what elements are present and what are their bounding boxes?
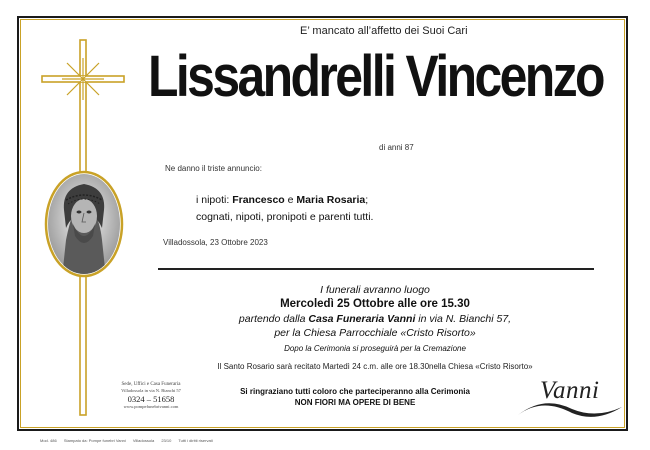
funeral-details <box>150 283 600 356</box>
vanni-logo-text: Vanni <box>540 377 600 404</box>
thanks-line-1: Si ringraziano tutti coloro che parteciperanno alla Cerimonia <box>240 387 470 396</box>
thanks-note <box>220 386 490 408</box>
relatives-line-2: cognati, nipoti, pronipoti e parenti tutti. <box>196 211 374 223</box>
funeral-line-1: I funerali avranno luogo <box>320 284 430 296</box>
footer <box>40 438 219 443</box>
agency-address: Villadossola in via N. Bianchi 57 <box>121 388 181 393</box>
funeral-line-5: Dopo la Cerimonia si proseguirà per la Cremazione <box>284 344 466 353</box>
funeral-line-4: per la Chiesa Parrocchiale «Cristo Risorto» <box>274 327 476 339</box>
deceased-name: Lissandrelli Vincenzo <box>148 44 603 109</box>
footer-item: Mod. 486 <box>40 438 57 443</box>
deceased-age: di anni 87 <box>379 143 414 152</box>
announcement-lead: Ne danno il triste annuncio: <box>165 164 262 173</box>
relatives-line-1: i nipoti: Francesco e Maria Rosaria; <box>196 194 369 206</box>
agency-line-1: Sede, Uffici e Casa Funeraria <box>121 382 181 387</box>
agency-phone: 0324 – 51658 <box>127 394 175 404</box>
footer-item: 23/10 <box>161 438 172 443</box>
footer-item: Stampato da: Pompe funebri Vanni <box>63 438 126 443</box>
funeral-line-3: partendo dalla Casa Funeraria Vanni in via N. Bianchi 57, <box>238 313 512 325</box>
intro-text: E’ mancato all’affetto dei Suoi Cari <box>300 25 468 37</box>
christ-portrait-icon <box>44 170 124 278</box>
divider <box>158 268 594 270</box>
relative-name-2: Maria Rosaria <box>296 194 366 206</box>
place-date: Villadossola, 23 Ottobre 2023 <box>163 238 268 247</box>
agency-website: www.pompefunebrivanni.com <box>123 404 179 409</box>
thanks-line-2: NON FIORI MA OPERE DI BENE <box>294 398 416 407</box>
footer-item: Villadossola <box>132 438 155 443</box>
agency-info <box>102 382 200 410</box>
funeral-date: Mercoledì 25 Ottobre alle ore 15.30 <box>280 298 470 310</box>
relatives-list <box>196 192 373 226</box>
rosary-note: Il Santo Rosario sarà recitato Martedì 24 c.m. alle ore 18.30nella Chiesa «Cristo Risorto» <box>217 362 533 371</box>
funeral-home-name: Casa Funeraria Vanni <box>308 313 416 325</box>
footer-item: Tutti i diritti riservati <box>178 438 213 443</box>
relative-name-1: Francesco <box>232 194 285 206</box>
